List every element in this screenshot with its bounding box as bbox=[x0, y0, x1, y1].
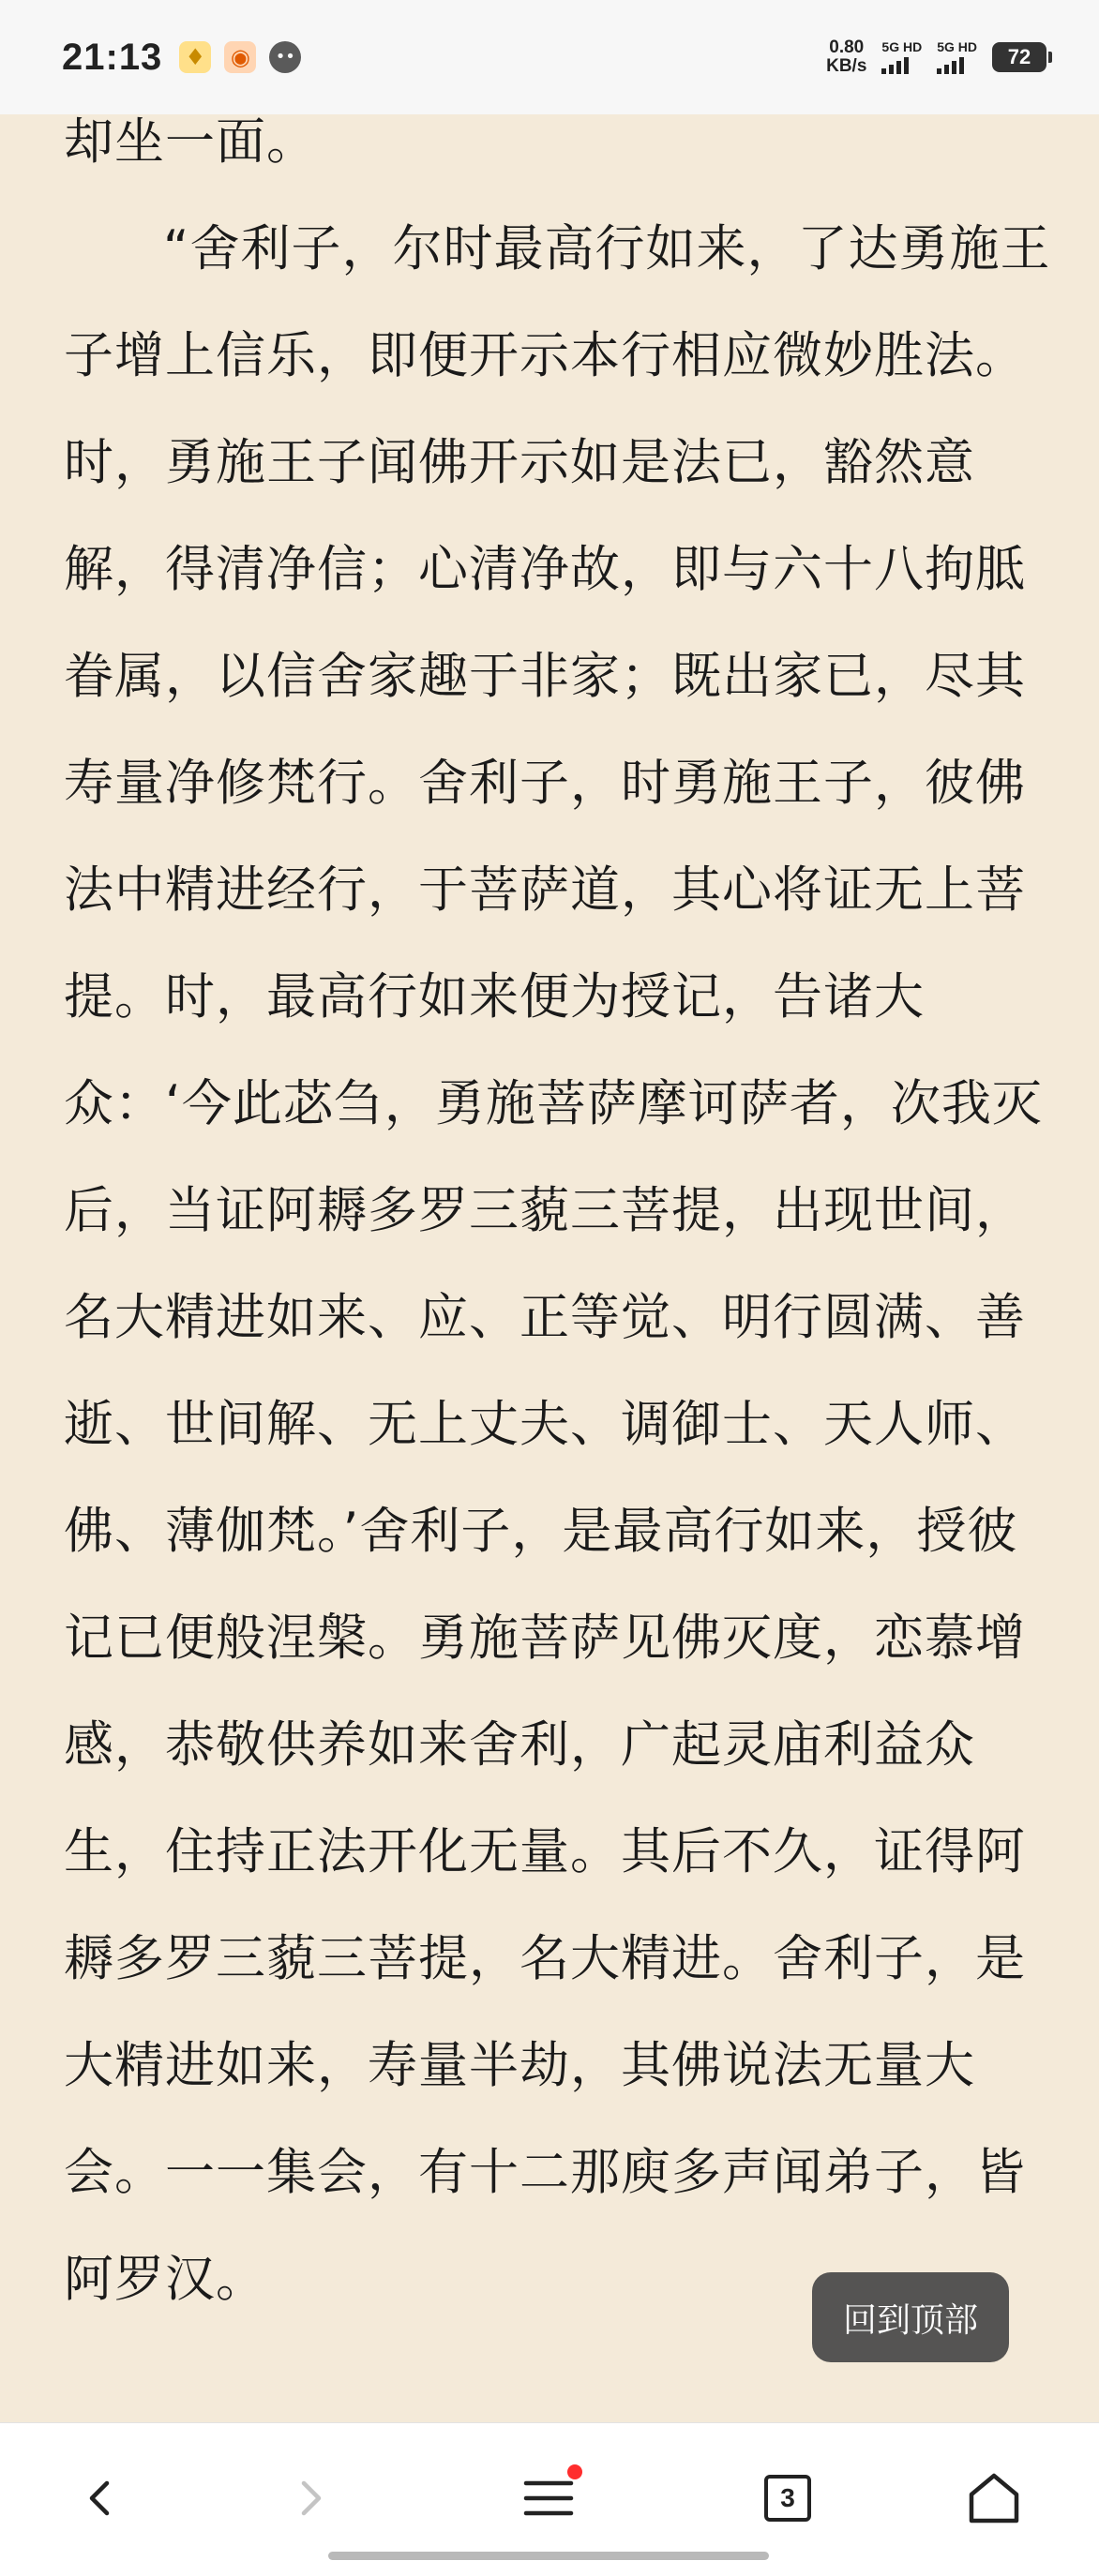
chevron-left-icon bbox=[75, 2472, 128, 2524]
taobao-app-icon: ◉ bbox=[224, 41, 256, 73]
home-icon bbox=[962, 2466, 1026, 2530]
back-to-top-button[interactable]: 回到顶部 bbox=[812, 2272, 1009, 2362]
signal-strength-1 bbox=[881, 40, 922, 74]
menu-button[interactable] bbox=[502, 2451, 595, 2545]
chat-bubble-icon: •• bbox=[269, 41, 301, 73]
home-indicator-bar[interactable] bbox=[328, 2552, 769, 2560]
signal-bars-icon bbox=[881, 55, 909, 74]
notification-dot bbox=[567, 2464, 582, 2479]
network-speed-unit: KB/s bbox=[826, 56, 867, 76]
paragraph-start: 却坐一面。 bbox=[64, 113, 317, 171]
signal-label-1: 5G HD bbox=[881, 39, 923, 54]
status-time: 21:13 bbox=[62, 36, 163, 78]
status-indicators bbox=[826, 38, 1046, 76]
rabbit-app-icon: ♦ bbox=[179, 41, 211, 73]
signal-label-2: 5G HD bbox=[937, 39, 977, 54]
forward-button[interactable] bbox=[263, 2451, 356, 2545]
tabs-count: 3 bbox=[780, 2483, 795, 2512]
back-button[interactable] bbox=[54, 2451, 148, 2545]
battery-icon bbox=[992, 42, 1046, 72]
status-notification-icons bbox=[179, 41, 301, 73]
battery-level: 72 bbox=[1007, 45, 1031, 68]
article-text bbox=[64, 89, 1052, 2333]
paragraph-main: “舍利子，尔时最高行如来，了达勇施王子增上信乐，即便开示本行相应微妙胜法。时，勇施王子闻佛开示如是法已，豁然意解，得清净信；心清净故，即与六十八拘胝眷属，以信舍家趣于非家；既出家已，尽其寿量净修梵行。舍利子，时勇施王子，彼佛法中精进经行，于菩萨道，其心将证无上菩提。时，最高行如来便为授记，告诸大众：‘今此苾刍，勇施菩萨摩诃萨者，次我灭后，当证阿耨多罗三藐三菩提，出现世间，名大精进如来、应、正等觉、明行圆满、善逝、世间解、无上丈夫、调御士、天人师、佛、薄伽梵。’舍利子，是最高行如来，授彼记已便般涅槃。勇施菩萨见佛灭度，恋慕增感，恭敬供养如来舍利，广起灵庙利益众生，住持正法开化无量。其后不久，证得阿耨多罗三藐三菩提，名大精进。舍利子，是大精进如来，寿量半劫，其佛说法无量大会。一一集会，有十二那庾多声闻弟子，皆阿罗汉。 bbox=[64, 220, 1051, 2308]
tabs-button[interactable] bbox=[741, 2451, 835, 2545]
chevron-right-icon bbox=[283, 2472, 336, 2524]
network-speed bbox=[826, 38, 866, 76]
signal-bars-icon bbox=[937, 55, 964, 74]
signal-strength-2 bbox=[937, 40, 977, 74]
network-speed-value: 0.80 bbox=[829, 37, 865, 57]
home-button[interactable] bbox=[947, 2451, 1041, 2545]
